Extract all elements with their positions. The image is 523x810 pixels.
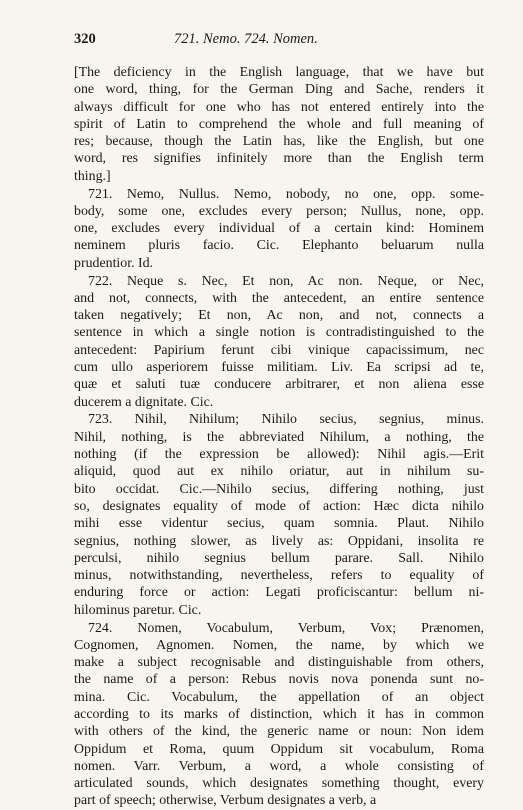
text-line: Nihil, nothing, is the abbreviated Nihilum, a nothing, the	[74, 429, 484, 445]
text-line: prudentior. Id.	[74, 255, 154, 271]
text-line: minus, notwithstanding, nevertheless, refers to equality of	[74, 568, 484, 584]
page-body	[74, 64, 484, 810]
text-line: hilominus paretur. Cic.	[74, 602, 202, 618]
text-line: 723. Nihil, Nihilum; Nihilo secius, segnius, minus.	[88, 412, 484, 428]
text-line: always difficult for one who has not entered entirely into the	[74, 99, 484, 115]
text-line: with others of the kind, the generic name or noun: Non idem	[74, 724, 484, 740]
text-line: according to its marks of distinction, which it has in common	[74, 706, 484, 722]
page-number: 320	[74, 31, 96, 47]
text-line: ducerem a dignitate. Cic.	[74, 394, 214, 410]
text-line: cum ullo asperiorem fuisse militiam. Liv. Ea scripsi ad te,	[74, 360, 484, 376]
text-line: part of speech; otherwise, Verbum designates a verb, a	[74, 793, 377, 809]
text-line: quæ et saluti tuæ conducere arbitrarer, et non aliena esse	[74, 377, 484, 393]
text-line: taken negatively; Et non, Ac non, and not, connects a	[74, 308, 484, 324]
text-line: antecedent: Papirium ferunt cibi vinique capacissimum, nec	[74, 342, 484, 358]
text-line: body, some one, excludes every person; Nullus, none, opp.	[74, 203, 484, 219]
text-line: and not, connects, with the antecedent, an entire sentence	[74, 290, 484, 306]
text-line: articulated sounds, which designates something thought, every	[74, 776, 484, 792]
text-line: nothing (if the expression be allowed): Nihil agis.—Erit	[74, 447, 484, 463]
text-line: make a subject recognisable and distinguishable from others,	[74, 655, 484, 671]
running-header	[74, 30, 484, 48]
running-title: 721. Nemo. 724. Nomen.	[174, 31, 318, 47]
text-line: nomen. Varr. Verbum, a word, a whole consisting of	[74, 758, 484, 774]
text-line: perculsi, nihilo segnius bellum parare. Sall. Nihilo	[74, 550, 484, 566]
text-line: the name of a person: Rebus novis nova ponenda sunt no-	[74, 672, 484, 688]
text-line: one, excludes every individual of a certain kind: Hominem	[74, 221, 484, 237]
text-line: sentence in which a single notion is contradistinguished to the	[74, 325, 484, 341]
text-line: so, designates equality of mode of action: Hæc dicta nihilo	[74, 498, 484, 514]
paragraph-724-nomen	[74, 620, 484, 810]
paragraph-translator-note	[74, 64, 484, 185]
paragraph-721-nemo	[74, 186, 484, 272]
text-line: spirit of Latin to comprehend the whole and full meaning of	[74, 116, 484, 132]
text-line: 721. Nemo, Nullus. Nemo, nobody, no one, opp. some-	[88, 186, 484, 202]
text-line: Cognomen, Agnomen. Nomen, the name, by which we	[74, 637, 484, 653]
text-line: mina. Cic. Vocabulum, the appellation of an object	[74, 689, 484, 705]
text-line: bito occidat. Cic.—Nihilo secius, differing nothing, just	[74, 481, 484, 497]
text-line: res; because, though the Latin has, like the English, but one	[74, 134, 484, 150]
text-line: one word, thing, for the German Ding and Sache, renders it	[74, 82, 484, 98]
text-line: neminem pluris facio. Cic. Elephanto beluarum nulla	[74, 238, 484, 254]
text-line: enduring force or action: Legati proficiscantur: bellum ni-	[74, 585, 484, 601]
text-line: 722. Neque s. Nec, Et non, Ac non. Neque, or Nec,	[88, 273, 484, 289]
text-line: word, res signifies infinitely more than the English term	[74, 151, 484, 167]
text-line: [The deficiency in the English language, that we have but	[74, 65, 484, 80]
text-line: aliquid, quod aut ex nihilo oriatur, aut in nihilum su-	[74, 464, 484, 480]
paragraph-723-nihil	[74, 411, 484, 619]
text-line: Oppidum et Roma, quum Oppidum sit vocabulum, Roma	[74, 741, 484, 757]
text-line: thing.]	[74, 168, 111, 184]
paragraph-722-neque	[74, 273, 484, 411]
text-line: segnius, nothing slower, as lively as: Oppidani, insolita re	[74, 533, 484, 549]
text-line: 724. Nomen, Vocabulum, Verbum, Vox; Prænomen,	[88, 620, 484, 636]
text-line: mihi esse videntur secius, quam somnia. Plaut. Nihilo	[74, 516, 484, 532]
